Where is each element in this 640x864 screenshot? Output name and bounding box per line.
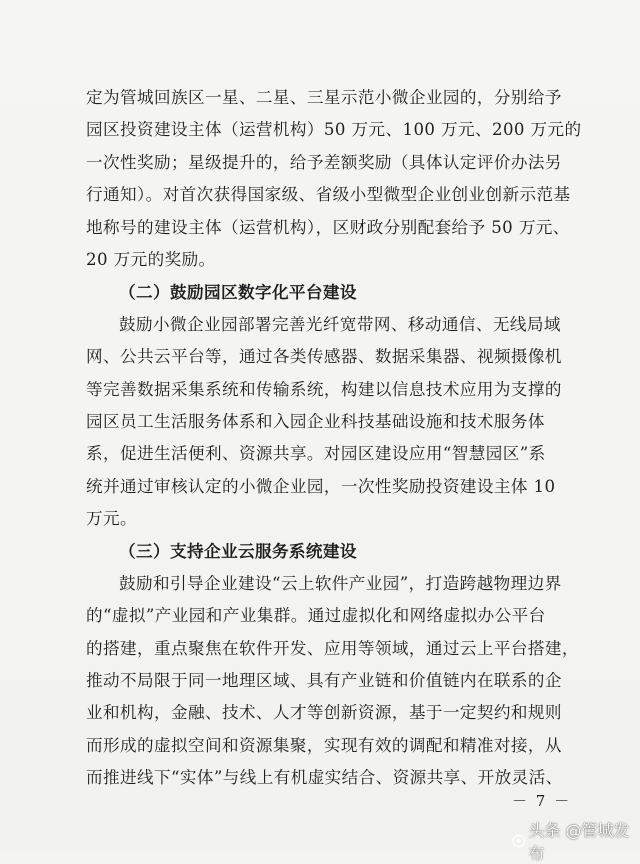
text-line: 万元。 [86,509,137,529]
text-line: 业和机构，金融、技术、人才等创新资源，基于一定契约和规则 [86,703,562,723]
toutiao-logo-icon [512,834,525,848]
section-heading: （三）支持企业云服务系统建设 [119,541,357,562]
text-line: 的搭建，重点聚焦在软件开发、应用等领域，通过云上平台搭建， [86,638,579,658]
text-line: 而形成的虚拟空间和资源集聚，实现有效的调配和精准对接，从 [86,735,562,755]
page-number: － 7 － [512,792,572,810]
text-line: 地称号的建设主体（运营机构），区财政分别配套给予 50 万元、 [86,217,570,237]
text-line: 鼓励小微企业园部署完善光纤宽带网、移动通信、无线局域 [119,314,561,334]
document-body [86,82,582,795]
text-line: 等完善数据采集系统和传输系统，构建以信息技术应用为支撑的 [86,379,562,399]
text-line: 统并通过审核认定的小微企业园，一次性奖励投资建设主体 10 [86,476,556,496]
text-line: 园区员工生活服务体系和入园企业科技基础设施和技术服务体 [86,411,545,431]
text-line: 定为管城回族区一星、二星、三星示范小微企业园的，分别给予 [86,88,562,107]
text-line: 鼓励和引导企业建设“云上软件产业园”，打造跨越物理边界 [119,573,562,593]
text-line: 的“虚拟”产业园和产业集群。通过虚拟化和网络虚拟办公平台 [86,606,546,626]
text-line: 一次性奖励；星级提升的，给予差额奖励（具体认定评价办法另 [86,152,562,172]
watermark [512,818,640,864]
text-line: 行通知）。对首次获得国家级、省级小型微型企业创业创新示范基 [86,185,571,205]
text-line: 推动不局限于同一地理区域、具有产业链和价值链内在联系的企 [86,671,562,691]
text-line: 20 万元的奖励。 [86,249,216,269]
text-line: 园区投资建设主体（运营机构）50 万元、100 万元、200 万元的 [86,120,582,140]
text-line: 而推进线下“实体”与线上有机虚实结合、资源共享、开放灵活、 [86,768,563,788]
section-heading: （二）鼓励园区数字化平台建设 [119,282,357,303]
watermark-text: 头条 @管城发布 [528,821,630,863]
text-line: 网、公共云平台等，通过各类传感器、数据采集器、视频摄像机 [86,347,562,367]
text-line: 系，促进生活便利、资源共享。对园区建设应用“智慧园区”系 [86,444,546,464]
